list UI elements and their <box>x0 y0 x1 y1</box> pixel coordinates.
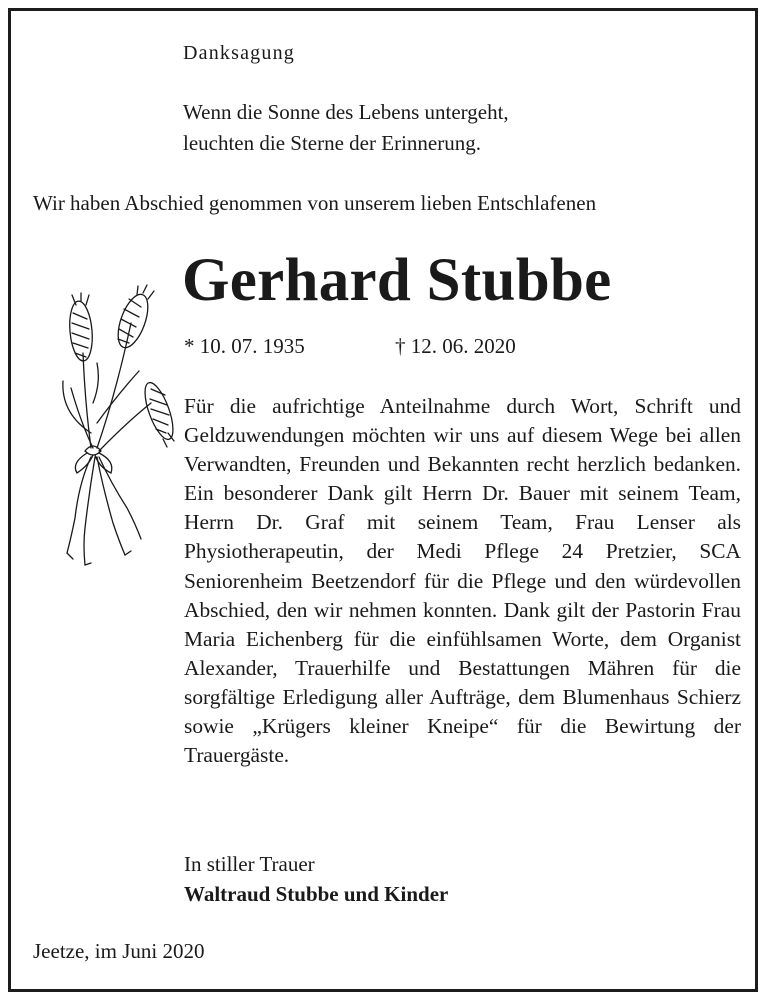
thanks-text: Für die aufrichtige Anteilnahme durch Wort, Schrift und Geldzuwendungen möchten wir uns auf diesem Wege bei allen Verwandten, Freunden und Bekannten recht herzlich bedanken. Ein besonderer Dank gilt Herrn Dr. Bauer mit seinem Team, Herrn Dr. Graf mit seinem Team, Frau Lenser als Physiotherapeutin, der Medi Pflege 24 Pretzier, SCA Seniorenheim Beetzendorf für die Pflege und den würdevollen Abschied, den wir nehmen konnten. Dank gilt der Pastorin Frau Maria Eichenberg für die einfühlsamen Worte, dem Organist Alexander, Trauerhilfe und Bestattungen Mähren für die sorgfältige Erledigung aller Aufträge, dem Blumenhaus Schierz sowie „Krügers kleiner Kneipe“ für die Bewirtung der Trauergäste. <box>184 394 741 768</box>
obituary-frame <box>8 8 758 992</box>
motto-line: leuchten die Sterne der Erinnerung. <box>183 131 481 155</box>
death-date: † 12. 06. 2020 <box>395 334 516 358</box>
intro-line: Wir haben Abschied genommen von unserem lieben Entschlafenen <box>33 191 597 215</box>
life-dates <box>184 334 516 359</box>
mourning-line: In stiller Trauer <box>184 852 315 876</box>
place-date: Jeetze, im Juni 2020 <box>33 939 205 963</box>
deceased-name: Gerhard Stubbe <box>182 247 612 314</box>
motto-line: Wenn die Sonne des Lebens untergeht, <box>183 100 509 124</box>
wheat-sheaf-icon <box>41 283 181 573</box>
motto <box>183 97 509 159</box>
family-signature: Waltraud Stubbe und Kinder <box>184 882 449 906</box>
signoff <box>184 849 448 909</box>
notice-heading: Danksagung <box>183 42 295 64</box>
birth-date: * 10. 07. 1935 <box>184 334 305 358</box>
